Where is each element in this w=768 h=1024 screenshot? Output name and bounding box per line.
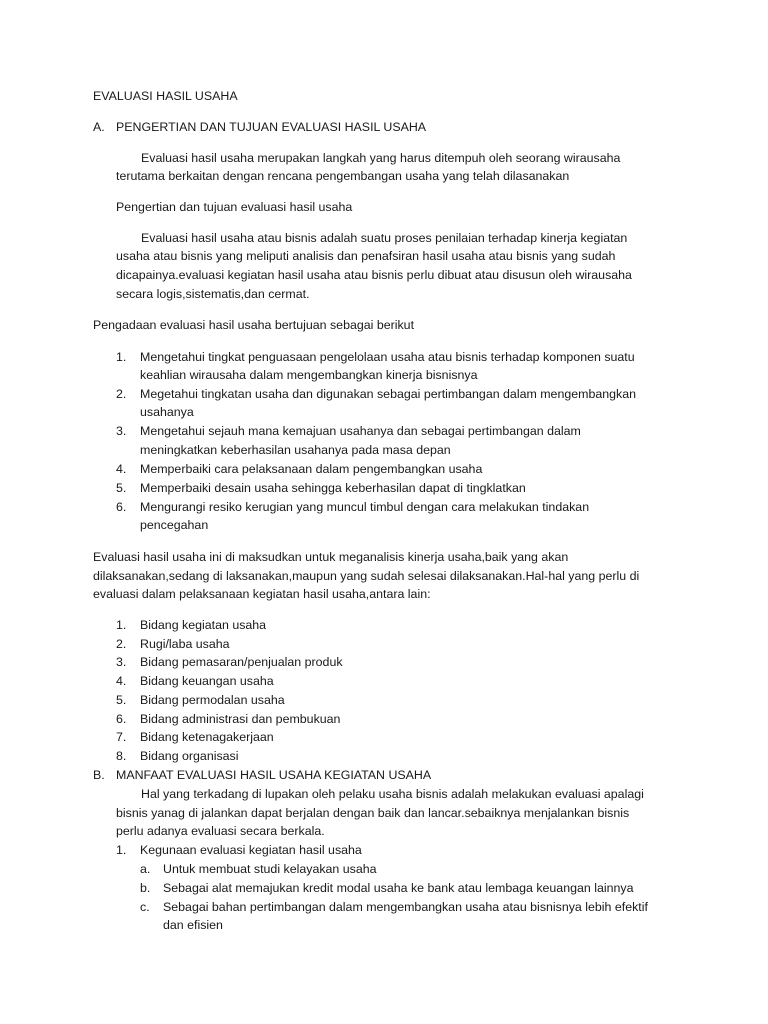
analysis-line: evaluasi dalam pelaksanaan kegiatan hasil usaha,antara lain:: [93, 587, 431, 601]
purpose-line: Memperbaiki desain usaha sehingga keberhasilan dapat di tingklatkan: [140, 481, 526, 495]
field-number: 7.: [116, 730, 127, 744]
section-b-heading: MANFAAT EVALUASI HASIL USAHA KEGIATAN USAHA: [116, 768, 432, 782]
purpose-line: Memperbaiki cara pelaksanaan dalam pengembangkan usaha: [140, 462, 483, 476]
field-item: Bidang pemasaran/penjualan produk: [140, 655, 343, 669]
purpose-number: 6.: [116, 500, 127, 514]
section-b-letter: B.: [93, 768, 105, 782]
usage-number: 1.: [116, 843, 127, 857]
purpose-line: usahanya: [140, 405, 194, 419]
usage-letter: b.: [140, 881, 151, 895]
section-a-intro-line: terutama berkaitan dengan rencana pengembangan usaha yang telah dilasanakan: [116, 169, 570, 183]
purpose-line: Megetahui tingkatan usaha dan digunakan sebagai pertimbangan dalam mengembangkan: [140, 387, 636, 401]
purpose-line: Mengurangi resiko kerugian yang muncul timbul dengan cara melakukan tindakan: [140, 500, 590, 514]
section-b-intro-line: Hal yang terkadang di lupakan oleh pelaku usaha bisnis adalah melakukan evaluasi apalagi: [141, 787, 644, 801]
section-a-heading: PENGERTIAN DAN TUJUAN EVALUASI HASIL USAHA: [116, 120, 427, 134]
purpose-number: 1.: [116, 350, 127, 364]
field-item: Rugi/laba usaha: [140, 637, 230, 651]
purpose-line: keahlian wirausaha dalam mengembangkan kinerja bisnisnya: [140, 368, 478, 382]
analysis-line: dilaksanakan,sedang di laksanakan,maupun yang sudah selesai dilaksanakan.Hal-hal yang perlu di: [93, 569, 640, 583]
purpose-number: 2.: [116, 387, 127, 401]
field-number: 2.: [116, 637, 127, 651]
usage-heading: Kegunaan evaluasi kegiatan hasil usaha: [140, 843, 362, 857]
purpose-number: 5.: [116, 481, 127, 495]
field-number: 6.: [116, 712, 127, 726]
usage-line: Sebagai alat memajukan kredit modal usaha ke bank atau lembaga keuangan lainnya: [163, 881, 634, 895]
usage-line: dan efisien: [163, 918, 223, 932]
definition-line: usaha atau bisnis yang meliputi analisis dan penafsiran hasil usaha atau bisnis yang sudah: [116, 249, 616, 263]
field-item: Bidang organisasi: [140, 749, 239, 763]
field-number: 5.: [116, 693, 127, 707]
field-item: Bidang administrasi dan pembukuan: [140, 712, 341, 726]
field-item: Bidang permodalan usaha: [140, 693, 285, 707]
definition-line: Evaluasi hasil usaha atau bisnis adalah suatu proses penilaian terhadap kinerja kegiatan: [141, 231, 628, 245]
field-item: Bidang ketenagakerjaan: [140, 730, 274, 744]
field-number: 3.: [116, 655, 127, 669]
purpose-number: 3.: [116, 424, 127, 438]
usage-letter: c.: [140, 900, 150, 914]
section-a-subheading: Pengertian dan tujuan evaluasi hasil usaha: [116, 200, 353, 214]
purpose-line: Mengetahui tingkat penguasaan pengelolaan usaha atau bisnis terhadap komponen suatu: [140, 350, 635, 364]
definition-line: dicapainya.evaluasi kegiatan hasil usaha atau bisnis perlu dibuat atau disusun oleh wirausaha: [116, 268, 632, 282]
purpose-number: 4.: [116, 462, 127, 476]
section-a-intro-line: Evaluasi hasil usaha merupakan langkah yang harus ditempuh oleh seorang wirausaha: [141, 151, 621, 165]
field-number: 8.: [116, 749, 127, 763]
usage-line: Sebagai bahan pertimbangan dalam mengembangkan usaha atau bisnisnya lebih efektif: [163, 900, 648, 914]
purpose-line: meningkatkan keberhasilan usahanya pada masa depan: [140, 443, 451, 457]
purpose-line: pencegahan: [140, 518, 209, 532]
section-b-intro-line: bisnis yanag di jalankan dapat berjalan dengan baik dan lancar.sebaiknya menjalankan bisnis: [116, 806, 630, 820]
section-b-intro-line: perlu adanya evaluasi secara berkala.: [116, 824, 325, 838]
field-item: Bidang keuangan usaha: [140, 674, 274, 688]
usage-letter: a.: [140, 862, 151, 876]
purpose-intro: Pengadaan evaluasi hasil usaha bertujuan sebagai berikut: [93, 318, 415, 332]
document-title: EVALUASI HASIL USAHA: [93, 89, 238, 103]
section-a-letter: A.: [93, 120, 105, 134]
analysis-line: Evaluasi hasil usaha ini di maksudkan untuk meganalisis kinerja usaha,baik yang akan: [93, 550, 569, 564]
field-number: 1.: [116, 618, 127, 632]
usage-line: Untuk membuat studi kelayakan usaha: [163, 862, 377, 876]
field-item: Bidang kegiatan usaha: [140, 618, 267, 632]
field-number: 4.: [116, 674, 127, 688]
definition-line: secara logis,sistematis,dan cermat.: [116, 287, 310, 301]
purpose-line: Mengetahui sejauh mana kemajuan usahanya dan sebagai pertimbangan dalam: [140, 424, 581, 438]
